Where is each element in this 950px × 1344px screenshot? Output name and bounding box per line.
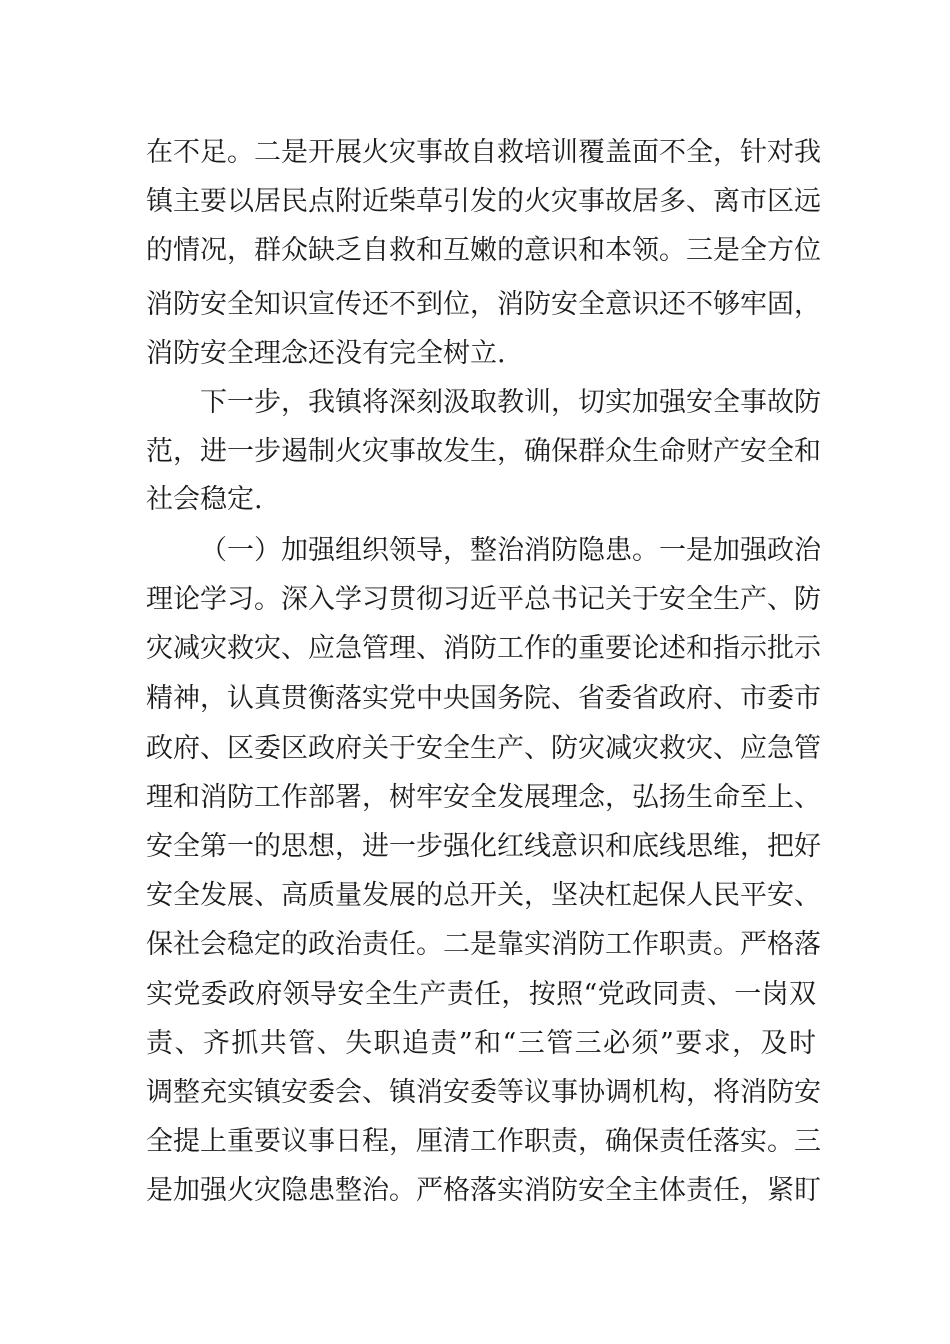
text-line: 消防安全理念还没有完全树立.	[146, 338, 506, 369]
text-line: 灾减灾救灾、应急管理、消防工作的重要论述和指示批示	[146, 633, 821, 664]
text-line: 实党委政府领导安全生产责任，按照“党政同责、一岗双	[146, 979, 816, 1010]
text-line: 安全第一的思想，进一步强化红线意识和底线思维，把好	[146, 831, 821, 862]
paragraph-first-line: （一）加强组织领导，整治消防隐患。一是加强政治	[200, 535, 821, 566]
text-line: 在不足。二是开展火灾事故自救培训覆盖面不全，针对我	[146, 137, 821, 168]
text-line: 镇主要以居民点附近柴草引发的火灾事故居多、离市区远	[146, 186, 821, 217]
text-line: 社会稳定.	[146, 484, 263, 515]
text-line: 调整充实镇安委会、镇消安委等议事协调机构，将消防安	[146, 1077, 821, 1108]
text-line: 责、齐抓共管、失职追责”和“三管三必须”要求，及时	[146, 1028, 816, 1059]
text-line: 是加强火灾隐患整治。严格落实消防安全主体责任，紧盯	[146, 1175, 821, 1206]
text-line: 全提上重要议事日程，厘清工作职责，确保责任落实。三	[146, 1126, 821, 1157]
text-line: 理论学习。深入学习贯彻习近平总书记关于安全生产、防	[146, 584, 821, 615]
text-line: 安全发展、高质量发展的总开关，坚决杠起保人民平安、	[146, 880, 821, 911]
text-line: 精神，认真贯衡落实党中央国务院、省委省政府、市委市	[146, 683, 821, 714]
text-line: 保社会稳定的政治责任。二是靠实消防工作职责。严格落	[146, 929, 821, 960]
text-line: 理和消防工作部署，树牢安全发展理念，弘扬生命至上、	[146, 782, 821, 813]
text-line: 消防安全知识宣传还不到位，消防安全意识还不够牢固，	[146, 289, 821, 320]
text-line: 的情况，群众缺乏自救和互嫩的意识和本领。三是全方位	[146, 235, 821, 266]
text-line: 范，进一步遏制火灾事故发生，确保群众生命财产安全和	[146, 436, 821, 467]
text-line: 政府、区委区政府关于安全生产、防灾减灾救灾、应急管	[146, 733, 821, 764]
paragraph-first-line: 下一步，我镇将深刻汲取教训，切实加强安全事故防	[200, 387, 821, 418]
